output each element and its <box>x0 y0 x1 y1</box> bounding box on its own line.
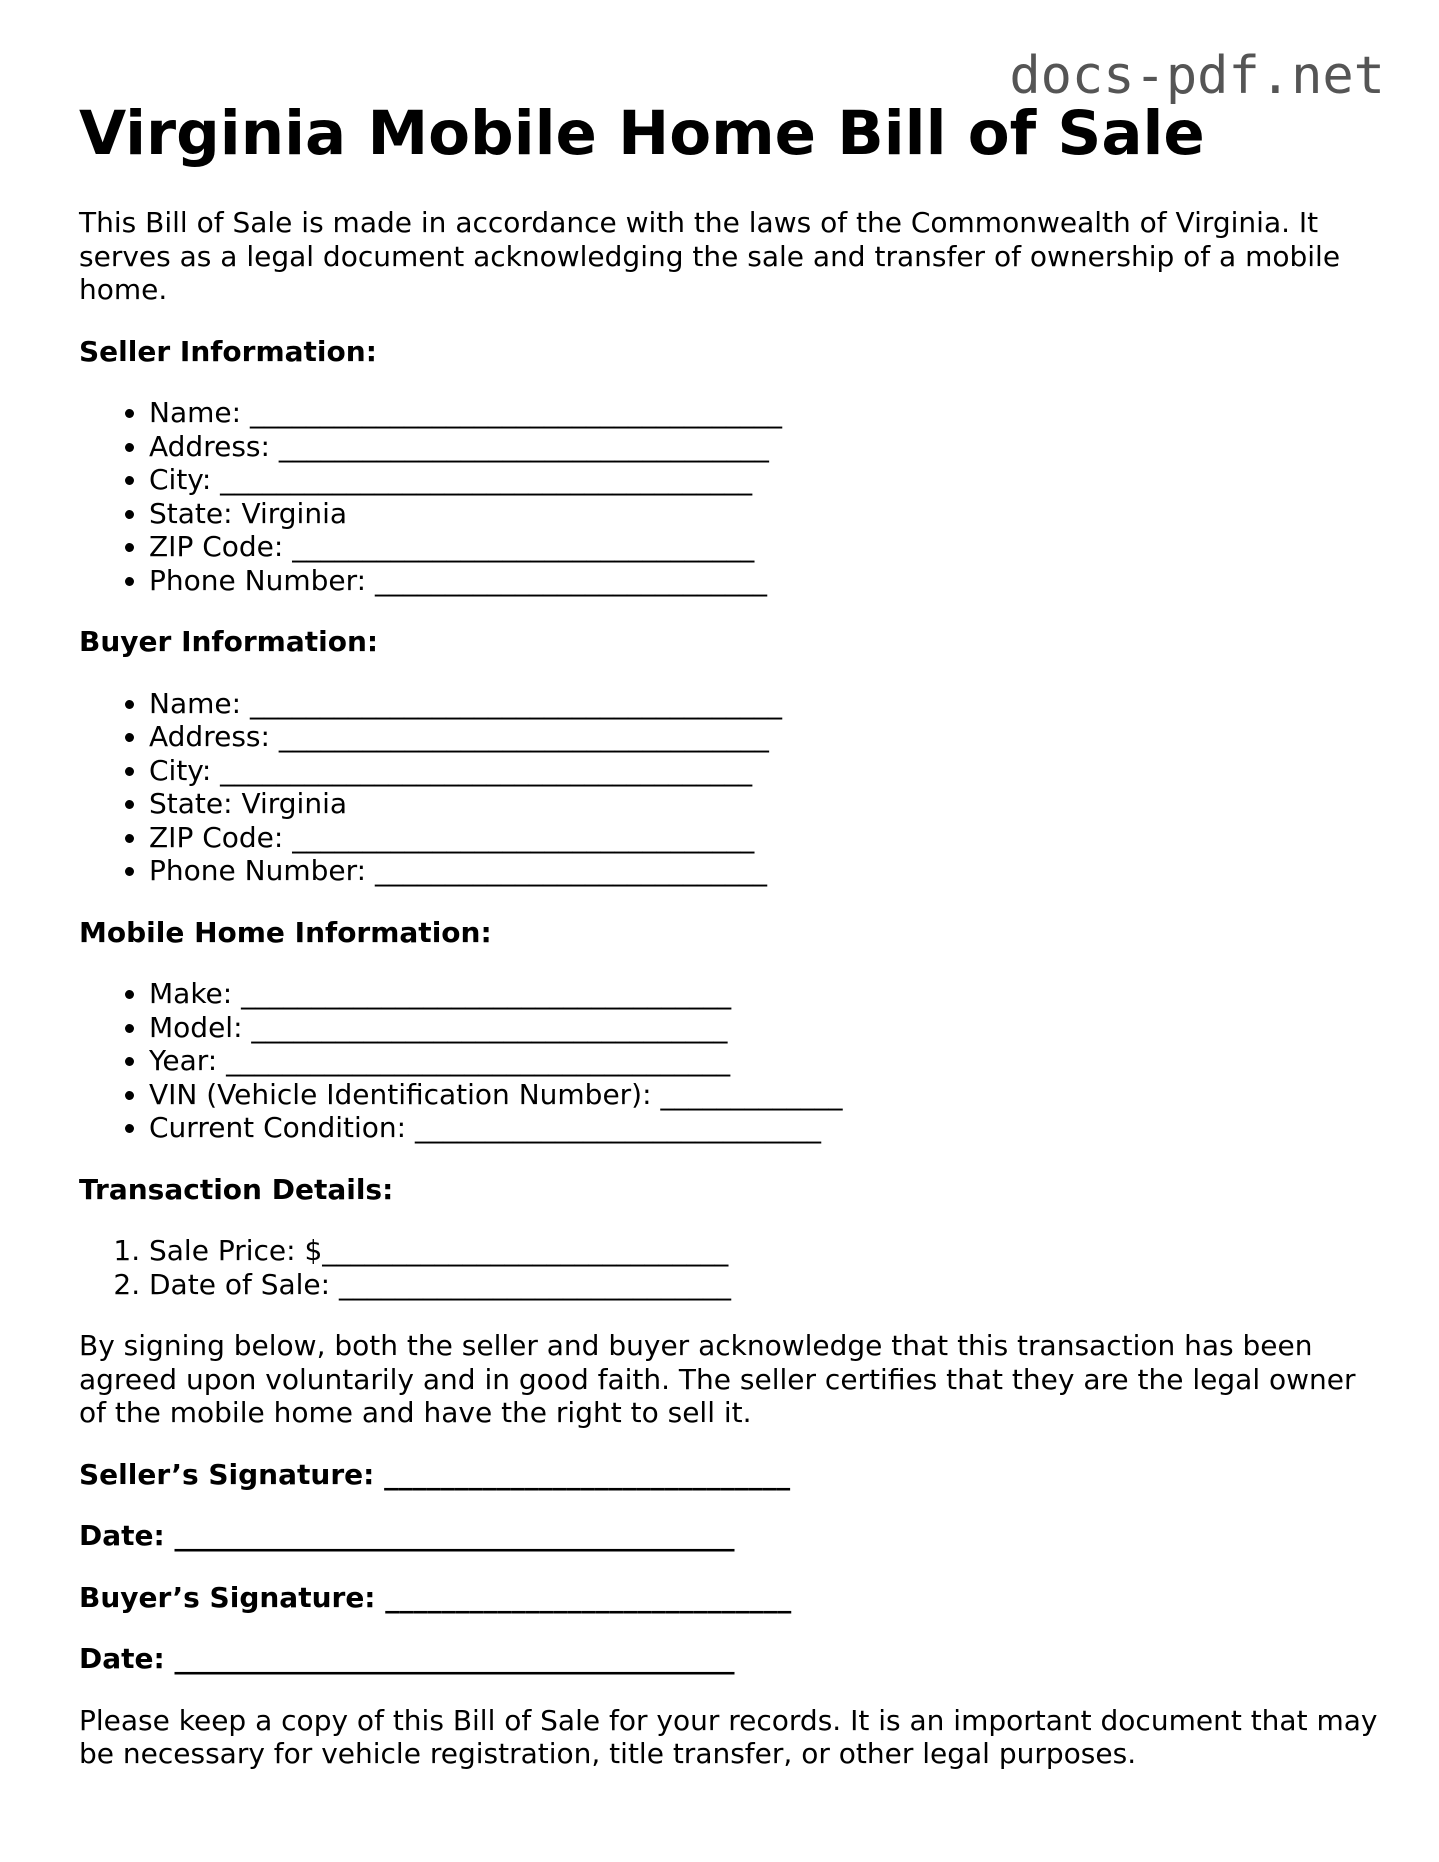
mobile-home-list <box>79 977 1379 1145</box>
buyer-address-field[interactable]: • Address: ___________________________________ <box>149 720 1379 754</box>
condition-field[interactable]: • Current Condition: _____________________________ <box>149 1111 1379 1145</box>
buyer-state: • State: Virginia <box>149 787 1379 821</box>
mobile-home-heading: Mobile Home Information: <box>79 915 492 949</box>
seller-phone-field[interactable]: • Phone Number: ____________________________ <box>149 564 1379 598</box>
buyer-date-field[interactable]: Date: ________________________________________ <box>79 1642 735 1675</box>
seller-list <box>79 396 1379 597</box>
buyer-name-field[interactable]: • Name: ______________________________________ <box>149 687 1379 721</box>
seller-name-field[interactable]: • Name: ______________________________________ <box>149 396 1379 430</box>
buyer-city-field[interactable]: • City: ______________________________________ <box>149 754 1379 788</box>
seller-zip-field[interactable]: • ZIP Code: _________________________________ <box>149 530 1379 564</box>
transaction-heading: Transaction Details: <box>79 1172 394 1206</box>
buyer-list <box>79 687 1379 888</box>
buyer-signature-field[interactable]: Buyer’s Signature: _____________________________ <box>79 1580 792 1614</box>
seller-signature-field[interactable]: Seller’s Signature: _____________________________ <box>79 1457 791 1491</box>
intro-paragraph: This Bill of Sale is made in accordance with the laws of the Commonwealth of Virginia. It serves as a legal document acknowledging the sale and transfer of ownership of a mobile home. <box>79 206 1341 306</box>
seller-date-field[interactable]: Date: ________________________________________ <box>79 1519 735 1552</box>
buyer-zip-field[interactable]: • ZIP Code: _________________________________ <box>149 821 1379 855</box>
seller-city-field[interactable]: • City: ______________________________________ <box>149 463 1379 497</box>
watermark: docs-pdf.net <box>1009 46 1385 106</box>
year-field[interactable]: • Year: ____________________________________ <box>149 1044 1379 1078</box>
vin-field[interactable]: • VIN (Vehicle Identification Number): _____________ <box>149 1078 1379 1112</box>
closing-paragraph: Please keep a copy of this Bill of Sale for your records. It is an important document that may be necessary for vehicle registration, title transfer, or other legal purposes. <box>79 1703 1378 1770</box>
model-field[interactable]: • Model: __________________________________ <box>149 1011 1379 1045</box>
date-of-sale-field[interactable]: 2. Date of Sale: ____________________________ <box>149 1268 1379 1302</box>
document-title: Virginia Mobile Home Bill of Sale <box>79 98 1205 169</box>
buyer-phone-field[interactable]: • Phone Number: ____________________________ <box>149 854 1379 888</box>
acknowledgment-paragraph: By signing below, both the seller and buyer acknowledge that this transaction has been agreed upon voluntarily and in good faith. The seller certifies that they are the legal owner of the mobile home and have the right to sell it. <box>79 1329 1356 1429</box>
make-field[interactable]: • Make: ___________________________________ <box>149 977 1379 1011</box>
transaction-list <box>79 1234 1379 1301</box>
seller-state: • State: Virginia <box>149 497 1379 531</box>
seller-address-field[interactable]: • Address: ___________________________________ <box>149 430 1379 464</box>
seller-heading: Seller Information: <box>79 334 377 368</box>
sale-price-field[interactable]: 1. Sale Price: $_____________________________ <box>149 1234 1379 1268</box>
document-body <box>79 206 1379 1771</box>
buyer-heading: Buyer Information: <box>79 625 379 658</box>
